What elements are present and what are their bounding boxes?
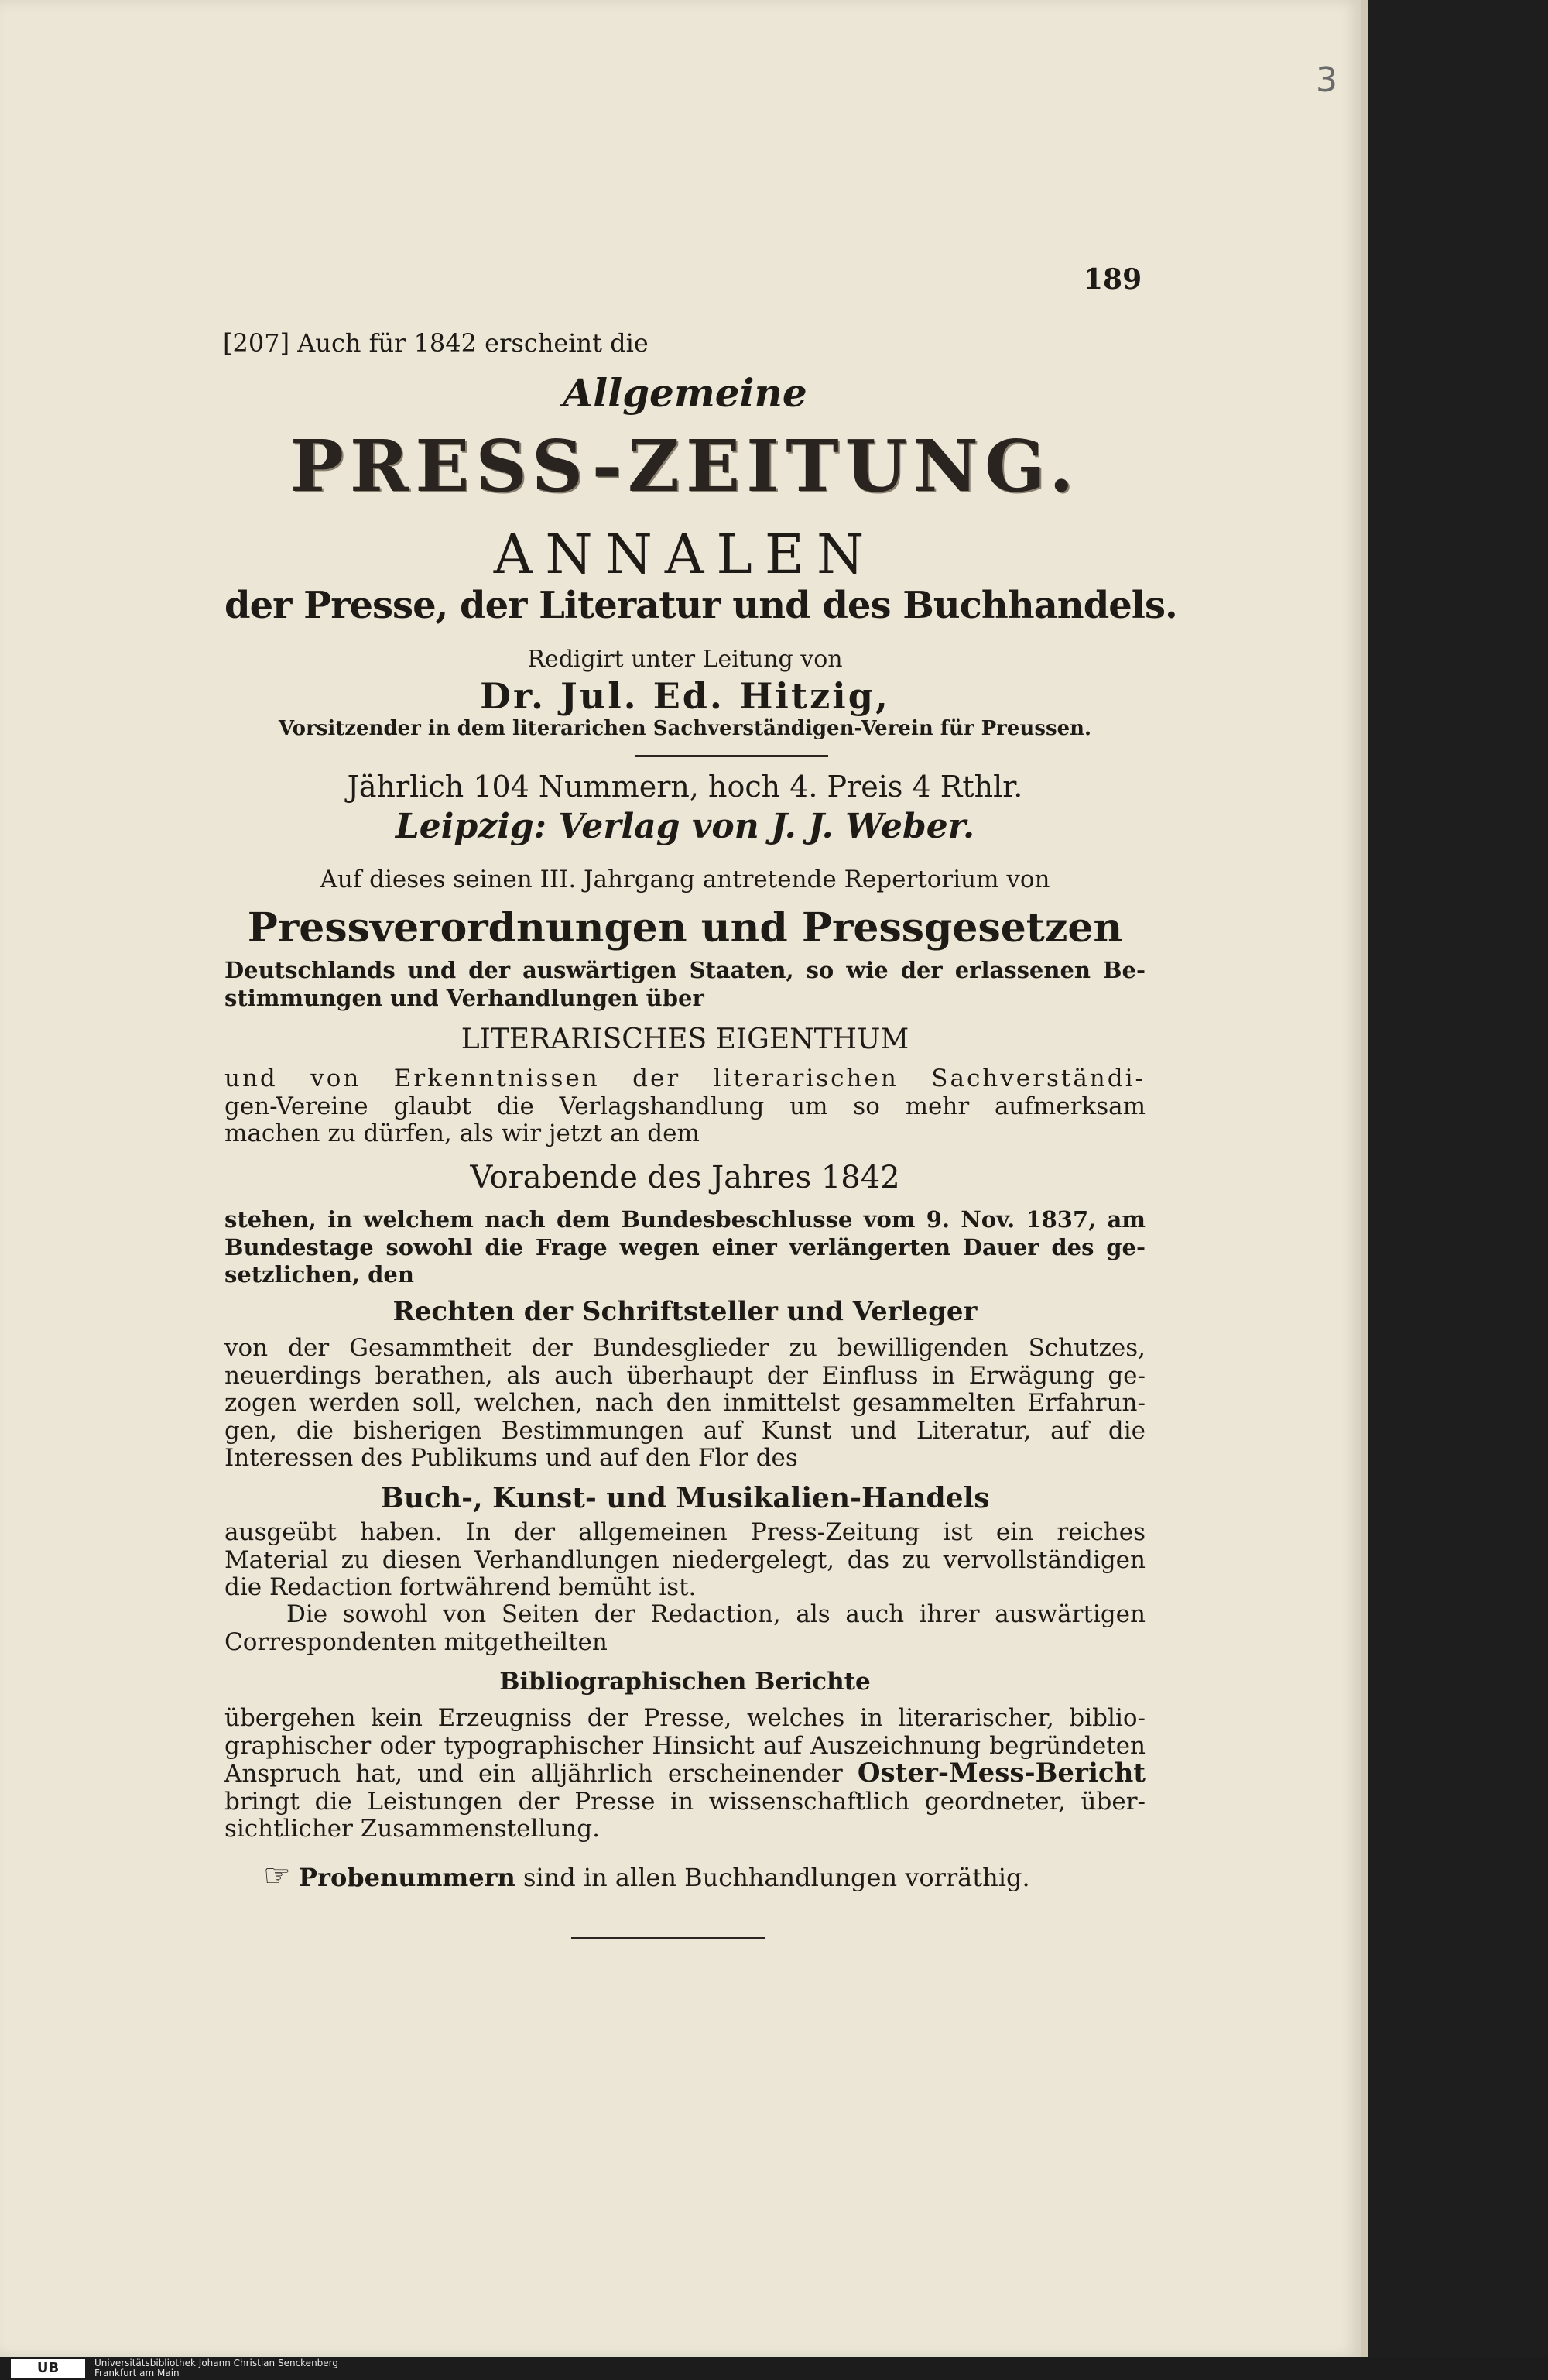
paragraph-line: zogen werden soll, welchen, nach den inmittelst gesammelten Erfahrun- <box>224 1389 1146 1417</box>
paragraph-text: Anspruch hat, und ein alljährlich erscheinender <box>224 1760 843 1788</box>
publisher: Leipzig: Verlag von J. J. Weber. <box>395 807 975 846</box>
probenummern: Probenummern <box>299 1863 515 1892</box>
heading-pressverordnungen: Pressverordnungen und Pressgesetzen <box>247 904 1123 952</box>
paragraph-line: neuerdings berathen, als auch überhaupt der Einfluss in Erwägung ge- <box>224 1361 1146 1390</box>
entry-intro: Auch für 1842 erscheint die <box>297 328 649 358</box>
paragraph-line: gen-Vereine glaubt die Verlagshandlung um so mehr aufmerksam <box>224 1092 1146 1120</box>
editor-name: Dr. Jul. Ed. Hitzig, <box>480 675 890 717</box>
paragraph-line: Material zu diesen Verhandlungen niedergelegt, das zu vervollständigen <box>224 1545 1146 1574</box>
paragraph-line: und von Erkenntnissen der literarischen Sachverständi- <box>224 1065 1146 1092</box>
margin-note: 3 <box>1316 60 1337 100</box>
paragraph-line: gen, die bisherigen Bestimmungen auf Kunst und Literatur, auf die <box>224 1416 1146 1445</box>
paragraph-5 <box>224 1519 1146 1602</box>
paragraph-line: Die sowohl von Seiten der Redaction, als auch ihrer auswärtigen <box>286 1600 1146 1628</box>
paragraph-line: stimmungen und Verhandlungen über <box>224 984 704 1011</box>
paragraph-7 <box>224 1705 1146 1843</box>
entry-number: [207] <box>223 328 290 358</box>
paragraph-line: Correspondenten mitgetheilten <box>224 1627 608 1656</box>
scan-background <box>1368 0 1548 2357</box>
paragraph-line: ausgeübt haben. In der allgemeinen Press-Zeitung ist ein reiches <box>224 1518 1146 1546</box>
divider-bottom <box>571 1937 765 1939</box>
oster-mess-bericht: Oster-Mess-Bericht <box>857 1758 1146 1788</box>
footer-line-2: Frankfurt am Main <box>94 2368 180 2378</box>
intro-line: Auf dieses seinen III. Jahrgang antretende Repertorium von <box>320 866 1050 893</box>
paragraph-3 <box>224 1206 1146 1289</box>
paragraph-line: übergehen kein Erzeugniss der Presse, welches in literarischer, biblio- <box>224 1704 1146 1732</box>
paragraph-line: die Redaction fortwährend bemüht ist. <box>224 1573 697 1601</box>
paragraph-line: bringt die Leistungen der Presse in wissenschaftlich geordneter, über- <box>224 1787 1146 1816</box>
gothic-title: Allgemeine <box>563 370 807 416</box>
paragraph-1 <box>224 957 1146 1012</box>
paragraph-line: von der Gesammtheit der Bundesglieder zu bewilligenden Schutzes, <box>224 1334 1146 1362</box>
paragraph-line: Deutschlands und der auswärtigen Staaten, so wie der erlassenen Be- <box>224 957 1146 983</box>
page-edge <box>1361 0 1368 2357</box>
main-title: PRESS-ZEITUNG. <box>289 424 1081 508</box>
subtitle: der Presse, der Literatur und des Buchhandels. <box>224 584 1177 627</box>
heading-bibliographischen: Bibliographischen Berichte <box>499 1668 871 1696</box>
editor-role: Vorsitzender in dem literarichen Sachverständigen-Verein für Preussen. <box>278 717 1092 740</box>
paragraph-4 <box>224 1335 1146 1473</box>
paragraph-line: stehen, in welchem nach dem Bundesbeschlusse vom 9. Nov. 1837, am <box>224 1206 1146 1233</box>
heading-buch-kunst: Buch-, Kunst- und Musikalien-Handels <box>380 1482 990 1514</box>
paragraph-6 <box>224 1601 1146 1656</box>
paragraph-line <box>224 1760 1146 1788</box>
closing-line <box>263 1858 1030 1894</box>
heading-rechten: Rechten der Schriftsteller und Verleger <box>392 1296 978 1327</box>
divider-top <box>635 755 828 757</box>
footer-text <box>94 2358 338 2378</box>
page-number: 189 <box>1084 263 1142 296</box>
paragraph-line: setzlichen, den <box>224 1261 414 1288</box>
paragraph-line: graphischer oder typographischer Hinsicht auf Auszeichnung begründeten <box>224 1731 1146 1760</box>
paragraph-2 <box>224 1065 1146 1148</box>
heading-vorabende: Vorabende des Jahres 1842 <box>470 1160 900 1195</box>
entry-line <box>223 328 649 358</box>
footer-line-1: Universitätsbibliothek Johann Christian Senckenberg <box>94 2358 339 2368</box>
paragraph-line: sichtlicher Zusammenstellung. <box>224 1815 600 1843</box>
paragraph-line: Bundestage sowohl die Frage wegen einer verlängerten Dauer des ge- <box>224 1233 1146 1260</box>
terms-issues: Jährlich 104 Nummern, hoch 4. Preis 4 Rthlr. <box>347 770 1023 804</box>
paragraph-line: Interessen des Publikums und auf den Flor des <box>224 1444 798 1472</box>
edited-by: Redigirt unter Leitung von <box>527 646 843 673</box>
pointing-hand-icon: ☞ <box>263 1858 291 1894</box>
ub-logo: UB <box>11 2359 85 2378</box>
heading-literarisches-eigenthum: LITERARISCHES EIGENTHUM <box>461 1024 909 1055</box>
annalen-heading: ANNALEN <box>493 523 877 586</box>
closing-text: sind in allen Buchhandlungen vorräthig. <box>522 1863 1030 1892</box>
paragraph-line: machen zu dürfen, als wir jetzt an dem <box>224 1120 700 1147</box>
